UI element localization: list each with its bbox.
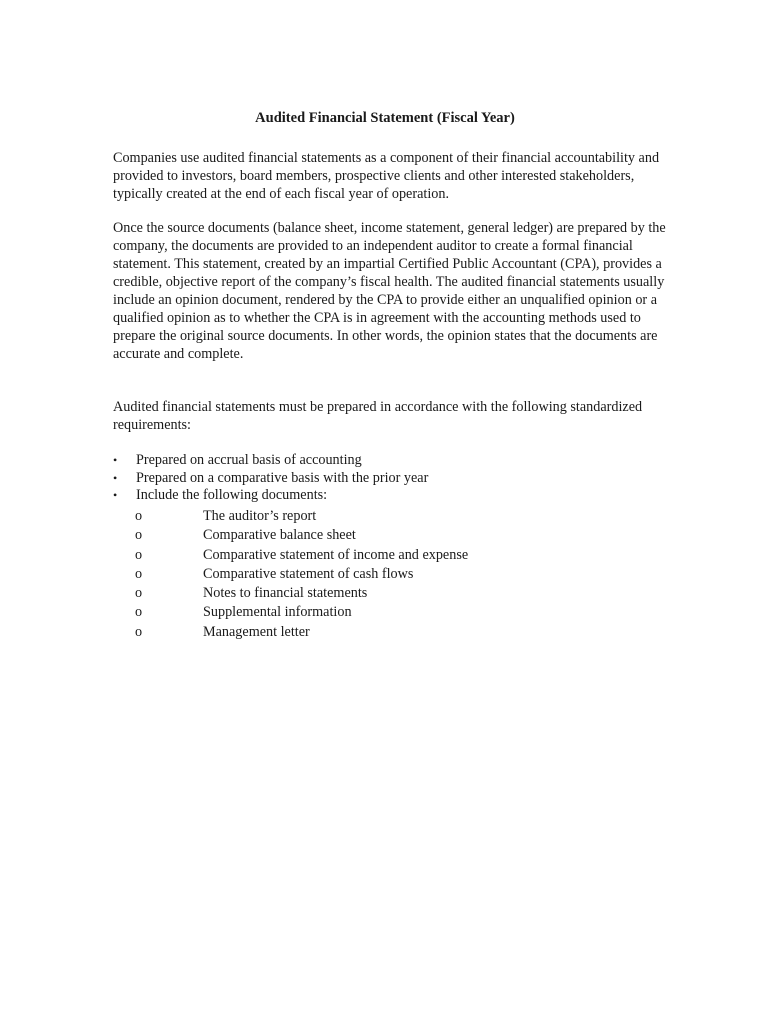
list-item-text: Prepared on a comparative basis with the prior year (136, 469, 429, 486)
list-item-text: Include the following documents: (136, 487, 328, 503)
sublist-item (135, 584, 635, 603)
circle-bullet-icon: o (135, 508, 143, 524)
sublist-item-text: Management letter (203, 623, 310, 640)
bullet-icon: • (113, 470, 118, 485)
sublist-item (135, 526, 635, 545)
sublist-item (135, 507, 635, 526)
process-paragraph: Once the source documents (balance sheet, income statement, general ledger) are prepared by the company, the documents are provided to an independent auditor to create a formal financial statement. This statement, created by an impartial Certified Public Accountant (CPA), provides a credible, objective report of the company’s fiscal health. The audited financial statements usually include an opinion document, rendered by the CPA to provide either an unqualified opinion or a qualified opinion as to whether the CPA is in agreement with the accounting methods used to prepare the original source documents. In other words, the opinion states that the documents are accurate and complete. (113, 220, 666, 362)
bullet-icon: • (113, 488, 118, 502)
bullet-icon: • (113, 453, 118, 467)
circle-bullet-icon: o (135, 546, 143, 563)
documents-sublist (135, 507, 635, 642)
document-title: Audited Financial Statement (Fiscal Year) (255, 110, 515, 126)
sublist-item-text: Comparative statement of income and expense (203, 546, 469, 563)
intro-paragraph: Companies use audited financial statements as a component of their financial accountability and provided to investors, board members, prospective clients and other interested stakeholders, typically created at the end of each fiscal year of operation. (113, 150, 660, 202)
sublist-item-text: Notes to financial statements (203, 585, 368, 602)
sublist-item-text: The auditor’s report (203, 508, 317, 524)
circle-bullet-icon: o (135, 585, 143, 602)
list-item (113, 470, 673, 488)
list-item (113, 452, 673, 470)
sublist-item-text: Comparative statement of cash flows (203, 565, 414, 582)
sublist-item-text: Comparative balance sheet (203, 527, 356, 544)
requirements-list (113, 452, 673, 505)
sublist-item (135, 603, 635, 622)
circle-bullet-icon: o (135, 527, 143, 544)
circle-bullet-icon: o (135, 604, 143, 621)
circle-bullet-icon: o (135, 623, 143, 640)
circle-bullet-icon: o (135, 565, 143, 582)
sublist-item (135, 623, 635, 642)
list-item-text: Prepared on accrual basis of accounting (136, 452, 362, 468)
sublist-item-text: Supplemental information (203, 604, 352, 621)
sublist-item (135, 565, 635, 584)
list-item (113, 487, 673, 505)
sublist-item (135, 546, 635, 565)
requirements-paragraph: Audited financial statements must be prepared in accordance with the following standardized requirements: (113, 399, 643, 433)
